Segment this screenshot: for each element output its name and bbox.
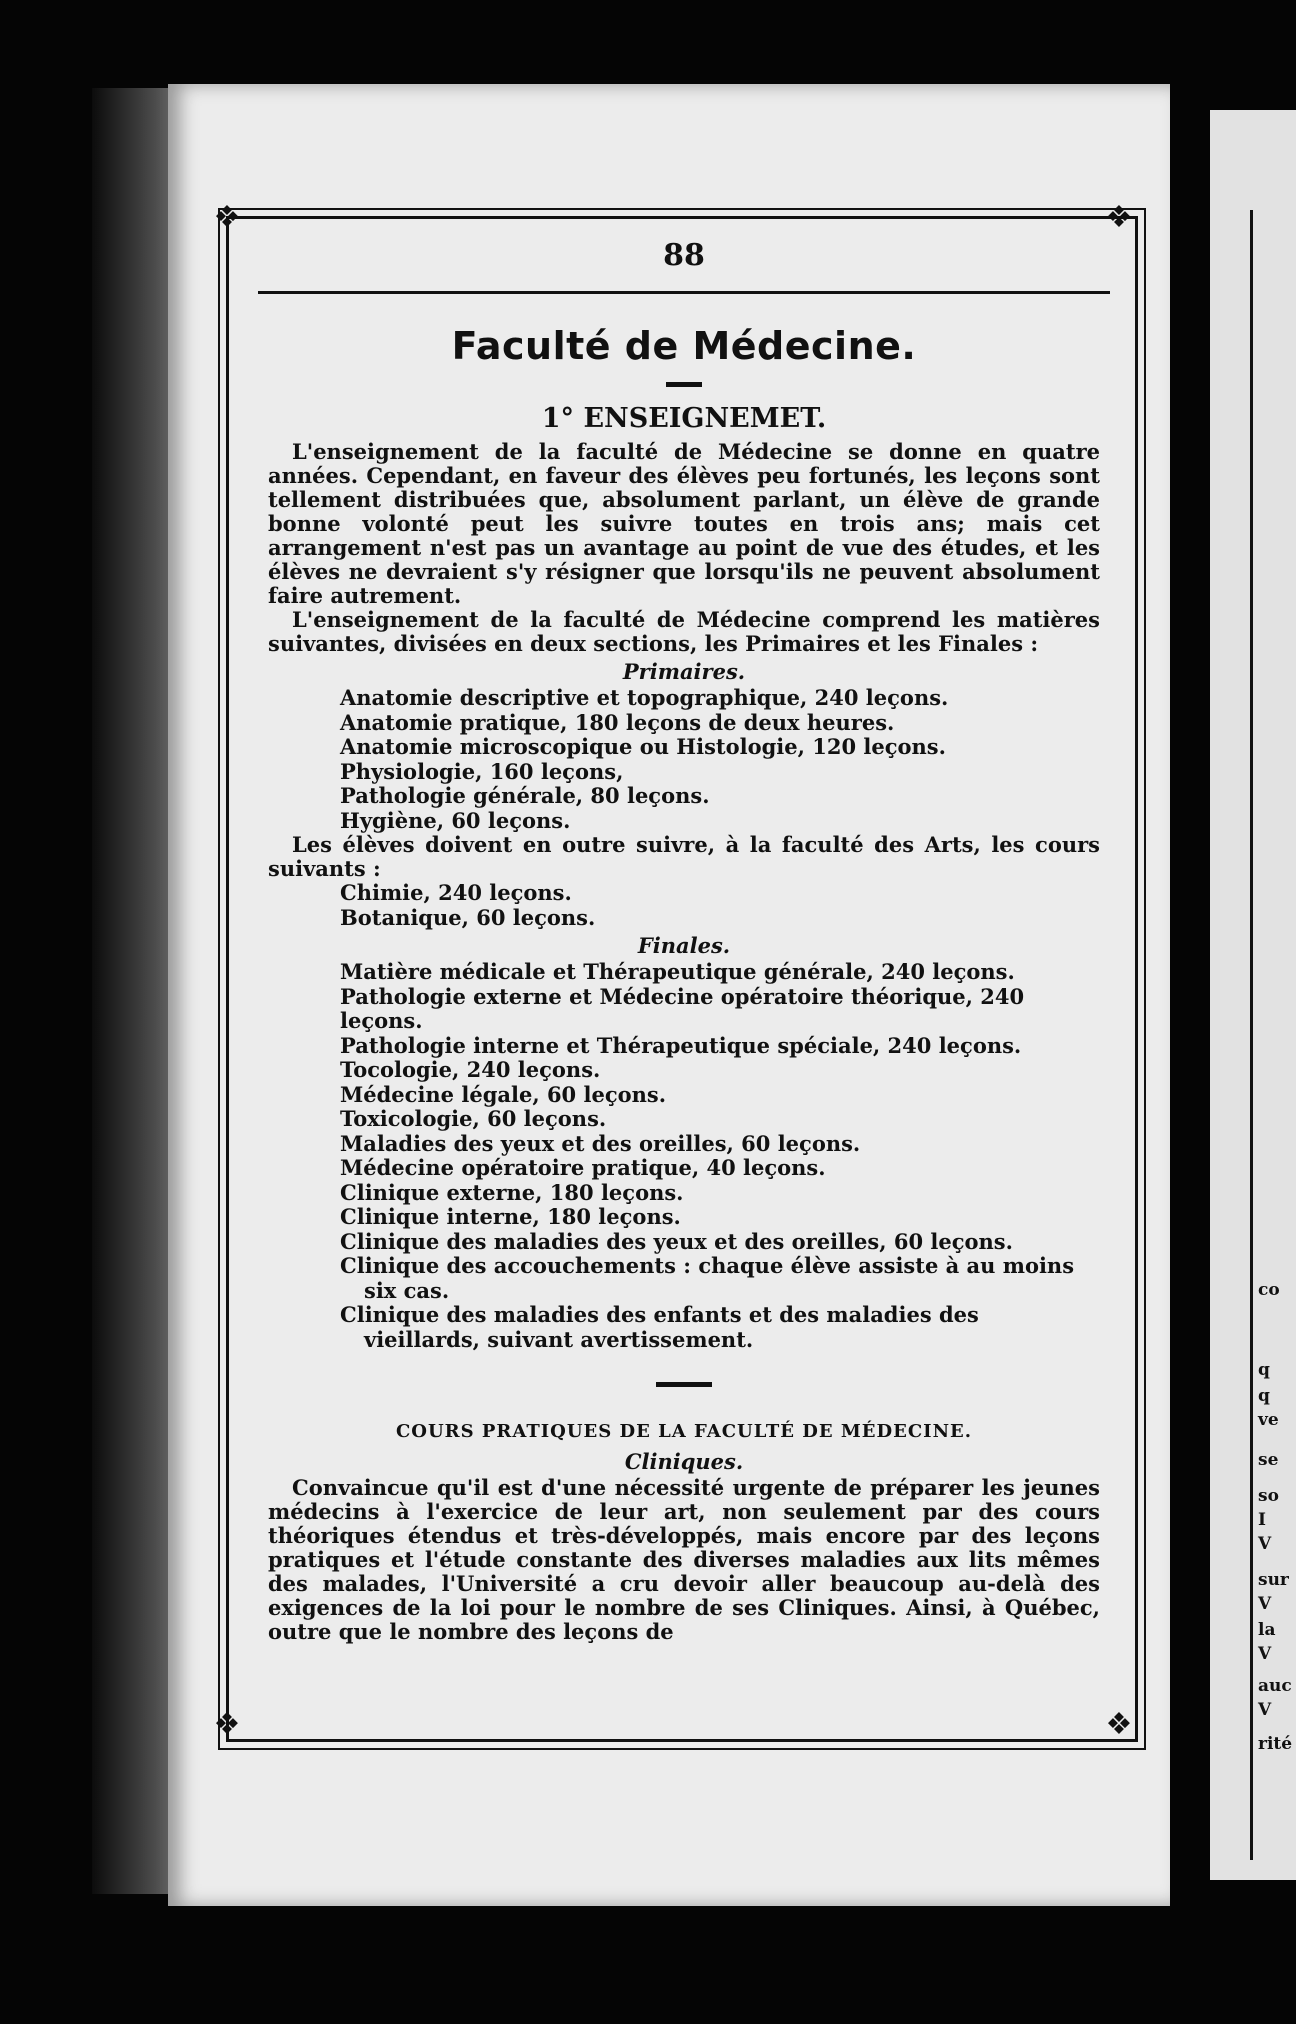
adjacent-page-edge [1210, 110, 1296, 1880]
list-item: Clinique interne, 180 leçons. [340, 1204, 681, 1229]
list-item: Anatomie pratique, 180 leçons de deux heures. [340, 709, 895, 735]
cliniques-heading: Cliniques. [624, 1449, 744, 1474]
list-item: Physiologie, 160 leçons, [340, 758, 624, 784]
list-item: Hygiène, 60 leçons. [340, 807, 571, 833]
arts-note: Les élèves doivent en outre suivre, à la faculté des Arts, les cours suivants : [268, 832, 1100, 881]
title-divider [666, 382, 702, 387]
adjacent-fragment: se [1258, 1450, 1279, 1470]
intro-paragraph: L'enseignement de la faculté de Médecine comprend les matières suivantes, divisées en deux sections, les Primaires et les Finales : [268, 607, 1100, 656]
list-item: Clinique des accouchements : chaque élève assiste à au moins six cas. [340, 1253, 1075, 1303]
section-heading: 1° ENSEIGNEMET. [541, 403, 827, 434]
list-item: Pathologie interne et Thérapeutique spéciale, 240 leçons. [340, 1032, 1022, 1058]
finales-list [268, 960, 1100, 1352]
list-item: Toxicologie, 60 leçons. [340, 1106, 607, 1131]
adjacent-fragment: I [1258, 1510, 1266, 1530]
corner-ornament-icon: ❖ [213, 200, 241, 235]
corner-ornament-icon: ❖ [213, 1707, 241, 1742]
list-item: Clinique des maladies des yeux et des oreilles, 60 leçons. [340, 1228, 1013, 1254]
list-item: Clinique des maladies des enfants et des maladies des vieillards, suivant avertissement. [340, 1302, 979, 1352]
cliniques-paragraph: Convaincue qu'il est d'une nécessité urgente de préparer les jeunes médecins à l'exercice de leur art, non seulement par des cours théoriques étendus et très-développés, mais encore par des leçons pratiques et l'étude constante des diverses maladies aux lits mêmes des malades, l'Université a cru devoir aller beaucoup au-delà des exigences de la loi pour le nombre de ses Cliniques. Ainsi, à Québec, outre que le nombre des leçons de [268, 1475, 1100, 1644]
list-item: Médecine légale, 60 leçons. [340, 1081, 667, 1107]
adjacent-fragment: la [1258, 1620, 1276, 1640]
adjacent-fragment: q [1258, 1386, 1270, 1406]
corner-ornament-icon: ❖ [1105, 200, 1133, 235]
primaires-list [268, 686, 1100, 833]
adjacent-fragment: V [1258, 1644, 1272, 1664]
intro-paragraph: L'enseignement de la faculté de Médecine se donne en quatre années. Cependant, en faveur des élèves peu fortunés, les leçons sont tellement distribuées que, absolument parlant, un élève de grande bonne volonté peut les suivre toutes en trois ans; mais cet arrangement n'est pas un avantage au point de vue des études, et les élèves ne devraient s'y résigner que lorsqu'ils ne peuvent absolument faire autrement. [268, 439, 1100, 608]
adjacent-fragment: V [1258, 1700, 1272, 1720]
adjacent-fragment: V [1258, 1594, 1272, 1614]
list-item: Maladies des yeux et des oreilles, 60 leçons. [340, 1130, 861, 1156]
corner-ornament-icon: ❖ [1105, 1707, 1133, 1742]
list-item: Pathologie générale, 80 leçons. [340, 783, 710, 808]
list-item: Anatomie descriptive et topographique, 240 leçons. [340, 685, 949, 710]
list-item: Tocologie, 240 leçons. [340, 1057, 601, 1082]
list-item: Botanique, 60 leçons. [340, 904, 596, 930]
page-number: 88 [663, 238, 705, 273]
cours-pratiques-heading: COURS PRATIQUES DE LA FACULTÉ DE MÉDECINE. [395, 1421, 973, 1442]
list-item: Clinique externe, 180 leçons. [340, 1179, 684, 1205]
adjacent-fragment: q [1258, 1360, 1270, 1380]
section-divider [656, 1382, 712, 1387]
page-content [268, 238, 1100, 1644]
list-item: Anatomie microscopique ou Histologie, 120 leçons. [340, 734, 946, 759]
adjacent-fragment: so [1258, 1486, 1279, 1506]
primaires-heading: Primaires. [622, 659, 746, 684]
list-item: Chimie, 240 leçons. [340, 880, 572, 905]
finales-heading: Finales. [637, 933, 731, 958]
page-title: Faculté de Médecine. [451, 324, 917, 368]
list-item: Médecine opératoire pratique, 40 leçons. [340, 1155, 826, 1180]
list-item: Matière médicale et Thérapeutique générale, 240 leçons. [340, 959, 1015, 984]
book-spine-shadow [92, 88, 180, 1894]
header-rule [258, 291, 1110, 294]
arts-list [268, 881, 1100, 930]
adjacent-fragment: co [1258, 1280, 1280, 1300]
adjacent-fragment: auc [1258, 1676, 1292, 1696]
adjacent-fragment: sur [1258, 1570, 1289, 1590]
adjacent-fragment: V [1258, 1534, 1272, 1554]
adjacent-fragment: rité [1258, 1734, 1293, 1754]
list-item: Pathologie externe et Médecine opératoire théorique, 240 leçons. [340, 983, 1025, 1033]
adjacent-fragment: ve [1258, 1410, 1279, 1430]
